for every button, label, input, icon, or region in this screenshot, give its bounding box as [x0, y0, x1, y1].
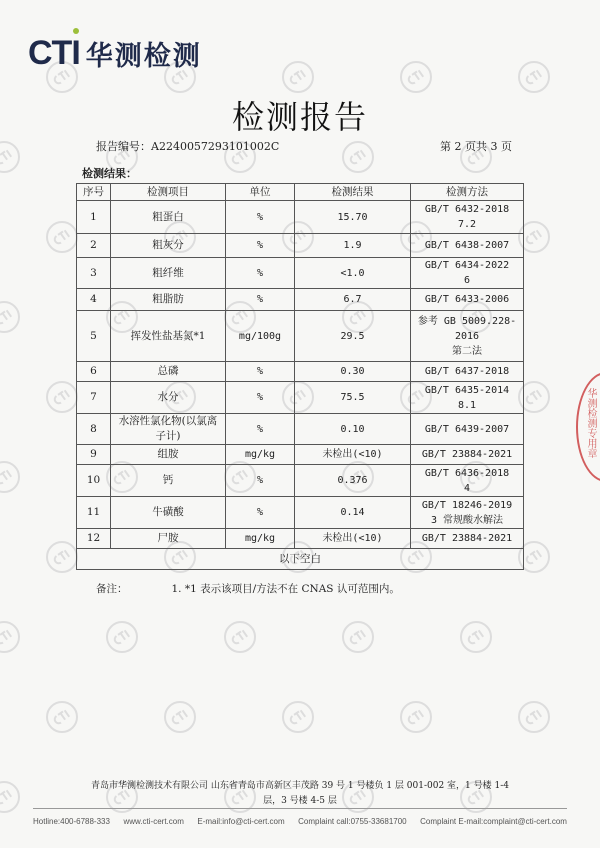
test-item-cell: 钙 — [111, 465, 226, 497]
col-header: 单位 — [226, 184, 295, 201]
test-item-cell: 组胺 — [111, 445, 226, 465]
test-result-cell: 0.14 — [295, 497, 411, 529]
row-number-cell: 11 — [77, 497, 111, 529]
table-row — [77, 497, 524, 529]
test-method-cell: GB/T 6439-2007 — [411, 414, 524, 445]
test-item-cell: 总磷 — [111, 362, 226, 382]
cti-watermark-icon — [223, 620, 257, 654]
col-header: 检测结果 — [295, 184, 411, 201]
row-number-cell: 9 — [77, 445, 111, 465]
table-row — [77, 362, 524, 382]
unit-cell: mg/kg — [226, 445, 295, 465]
table-body — [77, 201, 524, 549]
cti-watermark-icon — [163, 700, 197, 734]
notes-text: 1. *1 表示该项目/方法不在 CNAS 认可范围内。 — [171, 583, 400, 595]
company-logo — [28, 34, 202, 73]
row-number-cell: 8 — [77, 414, 111, 445]
table-row — [77, 465, 524, 497]
test-method-cell: GB/T 6432-2018 7.2 — [411, 201, 524, 234]
test-item-cell: 粗蛋白 — [111, 201, 226, 234]
cti-watermark-icon — [0, 620, 21, 654]
logo-brand-text: CTI — [28, 34, 80, 72]
row-number-cell: 4 — [77, 289, 111, 311]
table-row — [77, 234, 524, 258]
cti-watermark-icon — [45, 220, 79, 254]
cti-watermark-icon — [399, 700, 433, 734]
test-result-cell: 1.9 — [295, 234, 411, 258]
cti-watermark-icon — [0, 140, 21, 174]
complaint-call: Complaint call:0755-33681700 — [298, 817, 407, 826]
row-number-cell: 10 — [77, 465, 111, 497]
test-method-cell: GB/T 23884-2021 — [411, 445, 524, 465]
col-header: 检测项目 — [111, 184, 226, 201]
unit-cell: % — [226, 497, 295, 529]
logo-name: 华测检测 — [85, 41, 202, 72]
row-number-cell: 2 — [77, 234, 111, 258]
table-row — [77, 445, 524, 465]
unit-cell: % — [226, 201, 295, 234]
col-header: 序号 — [77, 184, 111, 201]
unit-cell: mg/100g — [226, 311, 295, 362]
unit-cell: % — [226, 362, 295, 382]
email-link[interactable]: E-mail:info@cti-cert.com — [197, 817, 285, 826]
results-section — [76, 183, 523, 597]
row-number-cell: 3 — [77, 258, 111, 289]
cti-watermark-icon — [341, 620, 375, 654]
row-number-cell: 7 — [77, 382, 111, 414]
cti-watermark-icon — [459, 620, 493, 654]
unit-cell: % — [226, 289, 295, 311]
test-item-cell: 挥发性盐基氮*1 — [111, 311, 226, 362]
page-info: 第 2 页共 3 页 — [440, 140, 512, 153]
row-number-cell: 12 — [77, 529, 111, 549]
unit-cell: % — [226, 414, 295, 445]
cti-watermark-icon — [45, 700, 79, 734]
website-link[interactable]: www.cti-cert.com — [123, 817, 184, 826]
logo-dot — [73, 28, 79, 34]
official-stamp: 华测检测专用章 — [576, 372, 600, 482]
page-title: 检测报告 — [231, 98, 368, 136]
cti-watermark-icon — [45, 380, 79, 414]
table-row — [77, 414, 524, 445]
test-method-cell: GB/T 6438-2007 — [411, 234, 524, 258]
cti-watermark-icon — [281, 700, 315, 734]
test-result-cell: 29.5 — [295, 311, 411, 362]
notes-label: 备注： — [96, 583, 128, 595]
test-method-cell: GB/T 23884-2021 — [411, 529, 524, 549]
test-method-cell: GB/T 6435-2014 8.1 — [411, 382, 524, 414]
test-method-cell: GB/T 6433-2006 — [411, 289, 524, 311]
results-table — [76, 183, 524, 570]
cti-watermark-icon — [0, 780, 21, 814]
test-result-cell: 未检出(<10) — [295, 445, 411, 465]
cti-watermark-icon — [517, 60, 551, 94]
cti-watermark-icon — [0, 300, 21, 334]
unit-cell: mg/kg — [226, 529, 295, 549]
test-method-cell: 参考 GB 5009.228- 2016 第二法 — [411, 311, 524, 362]
cti-watermark-icon — [399, 60, 433, 94]
test-item-cell: 牛磺酸 — [111, 497, 226, 529]
unit-cell: % — [226, 234, 295, 258]
unit-cell: % — [226, 382, 295, 414]
test-result-cell: 0.30 — [295, 362, 411, 382]
test-result-cell: 6.7 — [295, 289, 411, 311]
row-number-cell: 5 — [77, 311, 111, 362]
test-item-cell: 粗灰分 — [111, 234, 226, 258]
unit-cell: % — [226, 465, 295, 497]
logo-brand — [28, 34, 80, 73]
test-method-cell: GB/T 18246-2019 3 常规酸水解法 — [411, 497, 524, 529]
hotline: Hotline:400-6788-333 — [33, 817, 110, 826]
results-label: 检测结果： — [82, 167, 137, 180]
table-row — [77, 201, 524, 234]
cti-watermark-icon — [45, 540, 79, 574]
table-row — [77, 311, 524, 362]
test-method-cell: GB/T 6434-2022 6 — [411, 258, 524, 289]
test-result-cell: 0.376 — [295, 465, 411, 497]
table-header-row — [77, 184, 524, 201]
test-result-cell: 15.70 — [295, 201, 411, 234]
report-number: 报告编号：A2240057293101002C — [96, 140, 280, 153]
test-method-cell: GB/T 6436-2018 4 — [411, 465, 524, 497]
row-number-cell: 6 — [77, 362, 111, 382]
test-result-cell: <1.0 — [295, 258, 411, 289]
cti-watermark-icon — [0, 460, 21, 494]
table-footer: 以下空白 — [77, 549, 524, 570]
test-item-cell: 尸胺 — [111, 529, 226, 549]
table-row — [77, 382, 524, 414]
cti-watermark-icon — [341, 140, 375, 174]
test-result-cell: 未检出(<10) — [295, 529, 411, 549]
company-address: 青岛市华测检测技术有限公司 山东省青岛市高新区丰茂路 39 号 1 号楼负 1 层 001-002 室，1 号楼 1-4 层，3 号楼 4-5 层 — [91, 781, 509, 806]
contact-bar — [33, 816, 567, 827]
complaint-email-link[interactable]: Complaint E-mail:complaint@cti-cert.com — [420, 817, 567, 826]
test-item-cell: 粗脂肪 — [111, 289, 226, 311]
test-item-cell: 水溶性氯化物(以氯离 子计) — [111, 414, 226, 445]
test-result-cell: 75.5 — [295, 382, 411, 414]
test-result-cell: 0.10 — [295, 414, 411, 445]
cti-watermark-icon — [105, 620, 139, 654]
notes — [96, 582, 523, 597]
test-item-cell: 粗纤维 — [111, 258, 226, 289]
table-footer-row — [77, 549, 524, 570]
col-header: 检测方法 — [411, 184, 524, 201]
table-row — [77, 289, 524, 311]
test-item-cell: 水分 — [111, 382, 226, 414]
cti-watermark-icon — [517, 700, 551, 734]
table-row — [77, 258, 524, 289]
table-row — [77, 529, 524, 549]
row-number-cell: 1 — [77, 201, 111, 234]
unit-cell: % — [226, 258, 295, 289]
test-method-cell: GB/T 6437-2018 — [411, 362, 524, 382]
cti-watermark-icon — [281, 60, 315, 94]
